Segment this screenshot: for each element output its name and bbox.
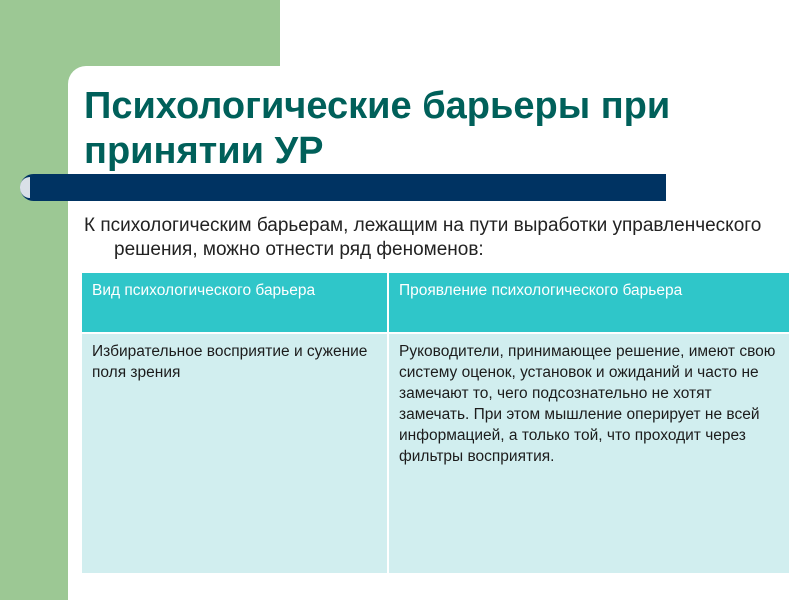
table-row bbox=[81, 333, 790, 574]
intro-text: К психологическим барьерам, лежащим на пути выработки управленческого решения, можно отнести ряд феноменов: bbox=[84, 215, 762, 260]
cell-barrier-manifestation: Руководители, принимающее решение, имеют свою систему оценок, установок и ожиданий и часто не замечают то, чего подсознательно не хотят замечать. При этом мышление оперирует не всей информацией, а только той, что проходит через фильтры восприятия. bbox=[388, 333, 790, 574]
table-header-row bbox=[81, 272, 790, 333]
barriers-table bbox=[80, 271, 791, 575]
title-underline-bar bbox=[20, 174, 666, 201]
header-barrier-type: Вид психологического барьера bbox=[81, 272, 388, 333]
header-barrier-manifestation: Проявление психологического барьера bbox=[388, 272, 790, 333]
slide-title: Психологические барьеры при принятии УР bbox=[84, 85, 671, 172]
cell-barrier-type: Избирательное восприятие и сужение поля зрения bbox=[81, 333, 388, 574]
green-side-strip bbox=[0, 0, 72, 600]
